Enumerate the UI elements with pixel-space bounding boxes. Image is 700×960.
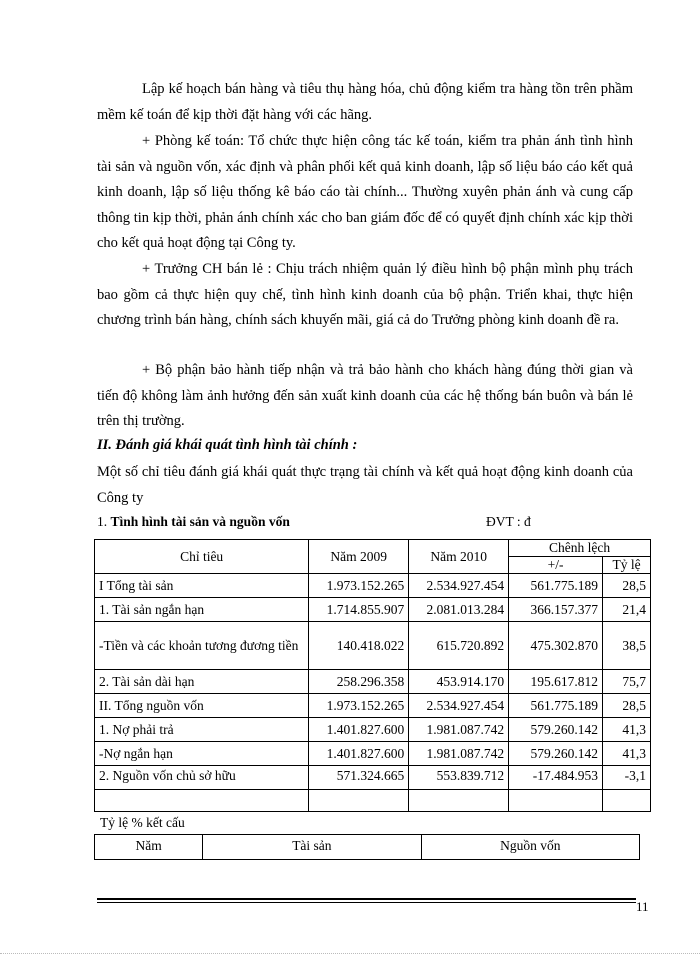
section-intro: Một số chỉ tiêu đánh giá khái quát thực trạng tài chính và kết quả hoạt động kinh doanh của Công ty [97,464,633,506]
paragraph-accounting-dept: + Phòng kế toán: Tổ chức thực hiện công tác kế toán, kiểm tra phản ánh tình hình tài sản và nguồn vốn, xác định và phân phối kết quả kinh doanh, lập số liệu báo cáo kết quả kinh doanh, lập số liệu thống kê báo cáo tài chính... Thường xuyên phản ánh và cung cấp thông tin kịp thời, phản ánh chính xác cho ban giám đốc để có quyết định chính xác kịp thời cho kết quả hoạt động tại Công ty. [97,133,633,252]
cell-diff: 561.775.189 [509,694,603,718]
cell-diff: -17.484.953 [509,766,603,790]
row-label: II. Tổng nguồn vốn [95,694,309,718]
cell-2009: 140.418.022 [309,622,409,670]
cell-pct: 21,4 [603,598,651,622]
table-row [95,718,651,742]
empty-cell [95,790,309,812]
cell-2010: 1.981.087.742 [409,718,509,742]
cell-2010: 615.720.892 [409,622,509,670]
cell-diff: 366.157.377 [509,598,603,622]
cell-2009: 1.401.827.600 [309,742,409,766]
cell-2010: 1.981.087.742 [409,742,509,766]
ratio-header-assets: Tài sản [203,835,421,860]
cell-2010: 2.081.013.284 [409,598,509,622]
cell-2009: 1.973.152.265 [309,574,409,598]
page-edge-divider [0,953,700,954]
table-row [95,574,651,598]
row-label: 1. Nợ phải trả [95,718,309,742]
header-year-2010: Năm 2010 [409,540,509,574]
cell-diff: 195.617.812 [509,670,603,694]
paragraph-warranty-dept: + Bộ phận bảo hành tiếp nhận và trả bảo hành cho khách hàng đúng thời gian và tiến độ không làm ảnh hưởng đến sản xuất kinh doanh của các hệ thống bán buôn và bán lẻ trên thị trường. [97,362,633,430]
table-caption-text: Tình hình tài sản và nguồn vốn [110,514,290,529]
cell-pct: 38,5 [603,622,651,670]
cell-pct: 28,5 [603,694,651,718]
cell-pct: 28,5 [603,574,651,598]
cell-2010: 2.534.927.454 [409,574,509,598]
cell-2010: 553.839.712 [409,766,509,790]
page-number: 11 [636,899,649,914]
paragraph-retail-manager: + Trưởng CH bán lẻ : Chịu trách nhiệm quản lý điều hình bộ phận mình phụ trách bao gồm cả thực hiện quy chế, tình hình kinh doanh của bộ phận. Triển khai, thực hiện chương trình bán hàng, chính sách khuyến mãi, giá cả do Trưởng phòng kinh doanh đề ra. [97,261,633,329]
row-label: -Tiền và các khoản tương đương tiền [95,622,309,670]
section-heading: II. Đánh giá khái quát tình hình tài chính : [97,437,358,453]
cell-diff: 561.775.189 [509,574,603,598]
cell-diff: 579.260.142 [509,742,603,766]
empty-cell [603,790,651,812]
table-caption-number: 1. [97,514,111,529]
footer-rule-thin [97,902,636,903]
cell-2009: 1.973.152.265 [309,694,409,718]
cell-pct: 75,7 [603,670,651,694]
cell-diff: 475.302.870 [509,622,603,670]
footer-rule-thick [97,898,636,900]
cell-pct: 41,3 [603,718,651,742]
row-label: 2. Nguồn vốn chủ sở hữu [95,766,309,790]
ratio-header-capital: Nguồn vốn [421,835,639,860]
row-label: -Nợ ngắn hạn [95,742,309,766]
cell-2009: 258.296.358 [309,670,409,694]
cell-2010: 2.534.927.454 [409,694,509,718]
paragraph-sales-planning: Lập kế hoạch bán hàng và tiêu thụ hàng hóa, chủ động kiểm tra hàng tồn trên phầm mềm kế toán để kịp thời đặt hàng với các hãng. [97,81,633,123]
ratio-header-row [95,835,640,860]
cell-pct: -3,1 [603,766,651,790]
ratio-title: Tỷ lệ % kết cấu [100,815,185,830]
header-year-2009: Năm 2009 [309,540,409,574]
table-row [95,622,651,670]
table-row [95,694,651,718]
cell-2009: 1.714.855.907 [309,598,409,622]
ratio-header-year: Năm [95,835,203,860]
ratio-structure-table [94,834,640,860]
table-row [95,766,651,790]
table-header-row [95,540,651,557]
cell-pct: 41,3 [603,742,651,766]
header-difference-abs: +/- [509,557,603,574]
empty-cell [509,790,603,812]
table-row [95,670,651,694]
assets-capital-table [94,539,651,812]
header-indicator: Chỉ tiêu [95,540,309,574]
table-row [95,742,651,766]
header-difference: Chênh lệch [509,540,651,557]
empty-cell [309,790,409,812]
cell-2009: 571.324.665 [309,766,409,790]
empty-cell [409,790,509,812]
cell-2009: 1.401.827.600 [309,718,409,742]
cell-2010: 453.914.170 [409,670,509,694]
row-label: 2. Tài sản dài hạn [95,670,309,694]
cell-diff: 579.260.142 [509,718,603,742]
row-label: 1. Tài sản ngắn hạn [95,598,309,622]
table-row [95,598,651,622]
row-label: I Tổng tài sản [95,574,309,598]
table-row-empty [95,790,651,812]
table-caption [97,514,290,530]
header-difference-pct: Tỷ lệ [603,557,651,574]
unit-label: ĐVT : đ [486,514,531,529]
